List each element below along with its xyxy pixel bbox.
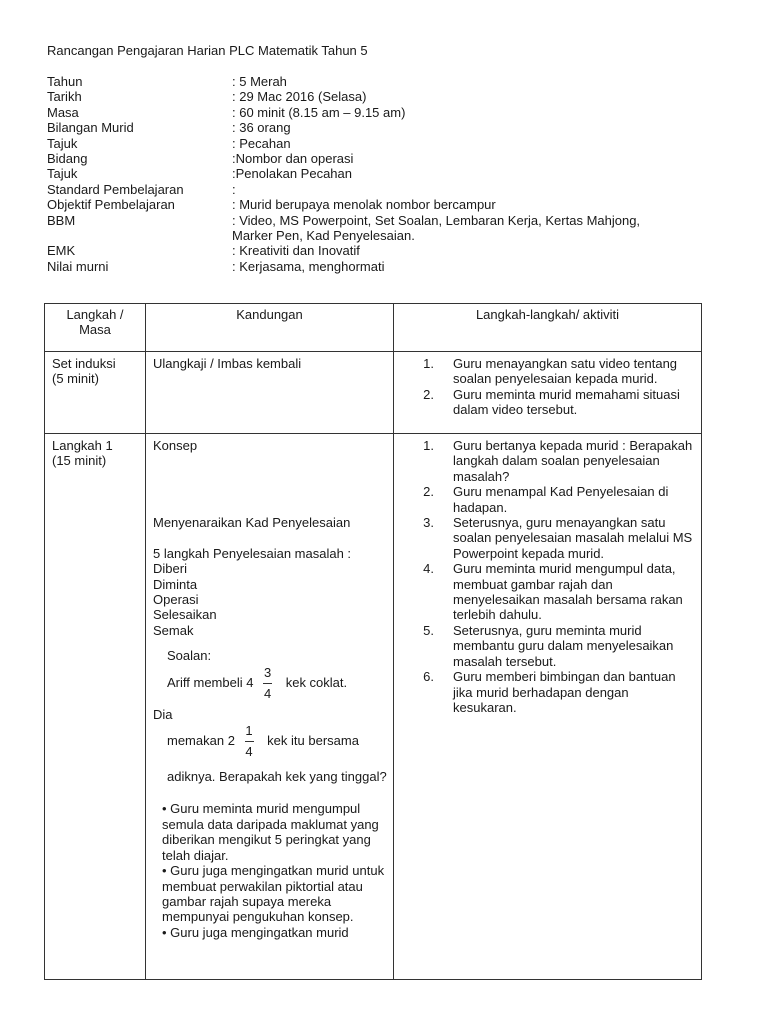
table-row [45, 434, 702, 980]
fraction: $\frac{1}{4}$ [245, 723, 253, 760]
list-item: Semak [153, 622, 194, 638]
info-label: Objektif Pembelajaran [47, 197, 175, 213]
list-item: Selesaikan [153, 607, 217, 623]
header-kandungan: Kandungan [146, 304, 394, 352]
list-item: Operasi [153, 592, 199, 608]
info-label: Tajuk [47, 166, 78, 182]
soalan-label: Soalan: [167, 648, 212, 664]
document-title: Rancangan Pengajaran Harian PLC Matematik Tahun 5 [47, 43, 368, 58]
info-row-tajuk [47, 136, 727, 151]
content-text: Ulangkaji / Imbas kembali [153, 356, 302, 371]
lesson-plan-table [44, 303, 702, 980]
info-row-nilai-murni [47, 259, 727, 274]
info-label: Tahun [47, 74, 83, 89]
list-item: 2. Guru meminta murid memahami situasi dalam video tersebut. [423, 386, 680, 418]
info-row-emk [47, 243, 727, 258]
info-value: : 29 Mac 2016 (Selasa) [232, 89, 367, 105]
table-header-row [45, 304, 702, 352]
info-row-objektif [47, 197, 727, 212]
header-langkah-masa: Langkah / Masa [45, 304, 146, 352]
info-value: : Murid berupaya menolak nombor bercampur [232, 197, 496, 213]
info-row-bidang [47, 151, 727, 166]
info-row-standard [47, 182, 727, 197]
list-item: 1. Guru bertanya kepada murid : Berapakah langkah dalam soalan penyelesaian masalah? [423, 438, 693, 484]
fraction: $\frac{3}{4}$ [263, 664, 272, 701]
info-row-bilangan-murid [47, 120, 727, 135]
info-row-tajuk-2 [47, 166, 727, 181]
content-cell [146, 352, 394, 434]
info-row-tahun [47, 74, 727, 89]
question-line-3: adiknya. Berapakah kek yang tinggal? [167, 769, 387, 785]
info-row-bbm [47, 213, 727, 244]
list-item: 2. Guru menampal Kad Penyelesaian di hadapan. [423, 484, 669, 515]
activities-cell [394, 434, 702, 980]
list-item: Diminta [153, 576, 198, 592]
list-item: 1. Guru menayangkan satu video tentang soalan penyelesaian kepada murid. [423, 356, 678, 387]
content-title: Konsep [153, 438, 198, 453]
question-line-2: memakan 2 $\frac{1}{4}$ kek itu bersama [167, 723, 359, 760]
content-subtitle: Menyenaraikan Kad Penyelesaian [153, 515, 351, 531]
info-value: : Kerjasama, menghormati [232, 258, 385, 274]
table-row [45, 352, 702, 434]
info-label: BBM [47, 212, 76, 228]
info-value: :Nombor dan operasi [232, 151, 354, 167]
bullet-notes [153, 801, 387, 940]
info-value: : 60 minit (8.15 am – 9.15 am) [232, 104, 406, 120]
activity-list [401, 356, 695, 418]
info-value: : [232, 181, 236, 197]
list-item: 4. Guru meminta murid mengumpul data, membuat gambar rajah dan menyelesaikan masalah bersama rakan terlebih dahulu. [423, 561, 683, 623]
info-row-masa [47, 105, 727, 120]
lesson-info [47, 74, 727, 274]
step-cell [45, 434, 146, 980]
info-label: Tajuk [47, 135, 78, 151]
question-line-1: Ariff membeli 4 $\frac{3}{4}$ kek coklat. [167, 664, 348, 701]
list-item: 5. Seterusnya, guru meminta murid membantu guru dalam menyelesaikan masalah tersebut. [423, 622, 674, 669]
step-time: (5 minit) [52, 371, 99, 387]
step-name: Langkah 1 [52, 438, 113, 453]
step-cell [45, 352, 146, 434]
info-label: EMK [47, 243, 76, 259]
list-item: • Guru juga mengingatkan murid [162, 924, 349, 940]
info-label: Masa [47, 104, 79, 120]
list-item: 3. Seterusnya, guru menayangkan satu soalan penyelesaian masalah melalui MS Powerpoint kepada murid. [423, 515, 693, 561]
info-value: : Video, MS Powerpoint, Set Soalan, Lembaran Kerja, Kertas Mahjong, Marker Pen, Kad Penyelesaian. [232, 212, 641, 244]
step-name: Set induksi [52, 356, 116, 371]
info-label: Tarikh [47, 89, 82, 105]
list-item: • Guru meminta murid mengumpul semula data daripada maklumat yang diberikan mengikut 5 peringkat yang telah diajar. [162, 801, 379, 863]
dia-text: Dia [153, 706, 173, 722]
info-value: : 36 orang [232, 120, 291, 136]
info-value: :Penolakan Pecahan [232, 166, 352, 182]
info-row-tarikh [47, 89, 727, 104]
steps-intro: 5 langkah Penyelesaian masalah : [153, 545, 352, 561]
activity-list [401, 438, 695, 715]
step-time: (15 minit) [52, 453, 107, 469]
content-cell [146, 434, 394, 980]
info-value: : Pecahan [232, 135, 291, 151]
header-aktiviti: Langkah-langkah/ aktiviti [394, 304, 702, 352]
info-label: Bilangan Murid [47, 120, 134, 136]
info-value: : 5 Merah [232, 74, 287, 89]
activities-cell [394, 352, 702, 434]
info-label: Bidang [47, 151, 88, 167]
info-label: Nilai murni [47, 258, 109, 274]
list-item: 6. Guru memberi bimbingan dan bantuan jika murid berhadapan dengan kesukaran. [423, 669, 676, 715]
info-value: : Kreativiti dan Inovatif [232, 243, 360, 259]
info-label: Standard Pembelajaran [47, 181, 184, 197]
list-item: • Guru juga mengingatkan murid untuk membuat perwakilan piktortial atau gambar rajah supaya mereka mempunyai pengukuhan konsep. [162, 863, 385, 925]
list-item: Diberi [153, 561, 187, 577]
